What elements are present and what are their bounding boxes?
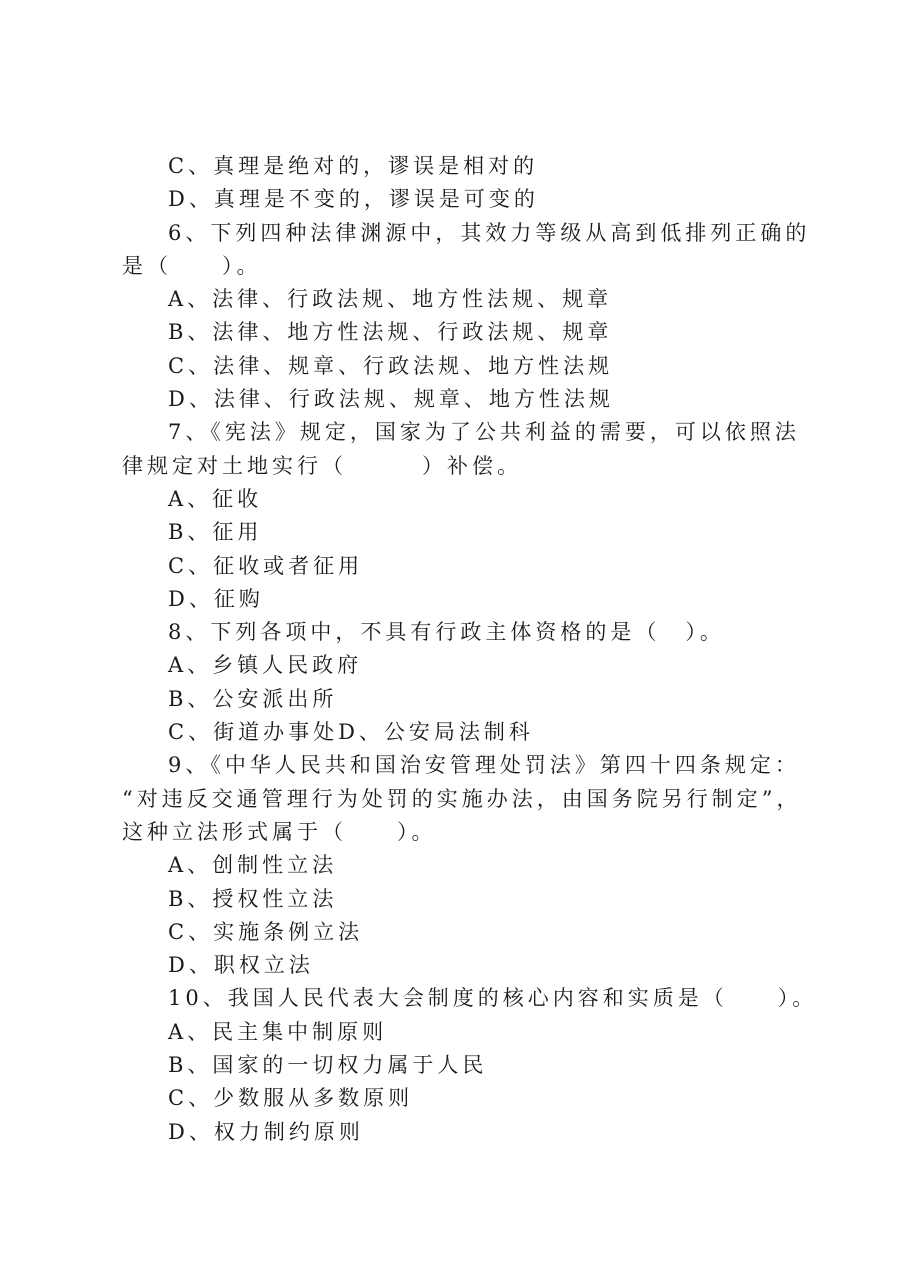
option-a: A、征收 — [168, 486, 263, 511]
text-line: D、真理是不变的，谬误是可变的 — [168, 187, 539, 212]
option-b: B、征用 — [168, 520, 263, 545]
option-d: D、法律、行政法规、规章、地方性法规 — [168, 387, 614, 412]
option-c: C、征收或者征用 — [168, 553, 364, 578]
option-b: B、国家的一切权力属于人民 — [168, 1053, 488, 1078]
option-a: A、法律、行政法规、地方性法规、规章 — [168, 287, 613, 312]
question-10: 10、我国人民代表大会制度的核心内容和实质是（ ）。 — [168, 986, 818, 1011]
text-line: 律规定对土地实行（ ）补偿。 — [122, 453, 522, 478]
option-d: D、征购 — [168, 586, 264, 611]
question-6: 6、下列四种法律渊源中，其效力等级从高到低排列正确的 — [168, 220, 811, 245]
text-line: 是（ ）。 — [122, 253, 262, 278]
option-c: C、实施条例立法 — [168, 919, 364, 944]
question-7: 7、《宪法》规定，国家为了公共利益的需要，可以依照法 — [168, 420, 800, 445]
option-c: C、少数服从多数原则 — [168, 1086, 414, 1111]
option-a: A、乡镇人民政府 — [168, 653, 363, 678]
option-c-d: C、街道办事处D、公安局法制科 — [168, 720, 534, 745]
question-8: 8、下列各项中，不具有行政主体资格的是（ ）。 — [168, 620, 725, 645]
text-line: C、真理是绝对的，谬误是相对的 — [168, 154, 539, 178]
option-d: D、权力制约原则 — [168, 1119, 364, 1144]
option-c: C、法律、规章、行政法规、地方性法规 — [168, 353, 614, 378]
question-9: 9、《中华人民共和国治安管理处罚法》第四十四条规定： — [168, 753, 800, 778]
text-line: “对违反交通管理行为处罚的实施办法，由国务院另行制定”， — [122, 786, 802, 811]
option-a: A、创制性立法 — [168, 853, 338, 878]
option-a: A、民主集中制原则 — [168, 1019, 388, 1044]
option-b: B、授权性立法 — [168, 886, 338, 911]
option-d: D、职权立法 — [168, 953, 314, 978]
option-b: B、公安派出所 — [168, 686, 338, 711]
option-b: B、法律、地方性法规、行政法规、规章 — [168, 320, 613, 345]
document-page — [0, 150, 909, 1149]
text-line: 这种立法形式属于（ ）。 — [122, 819, 437, 844]
